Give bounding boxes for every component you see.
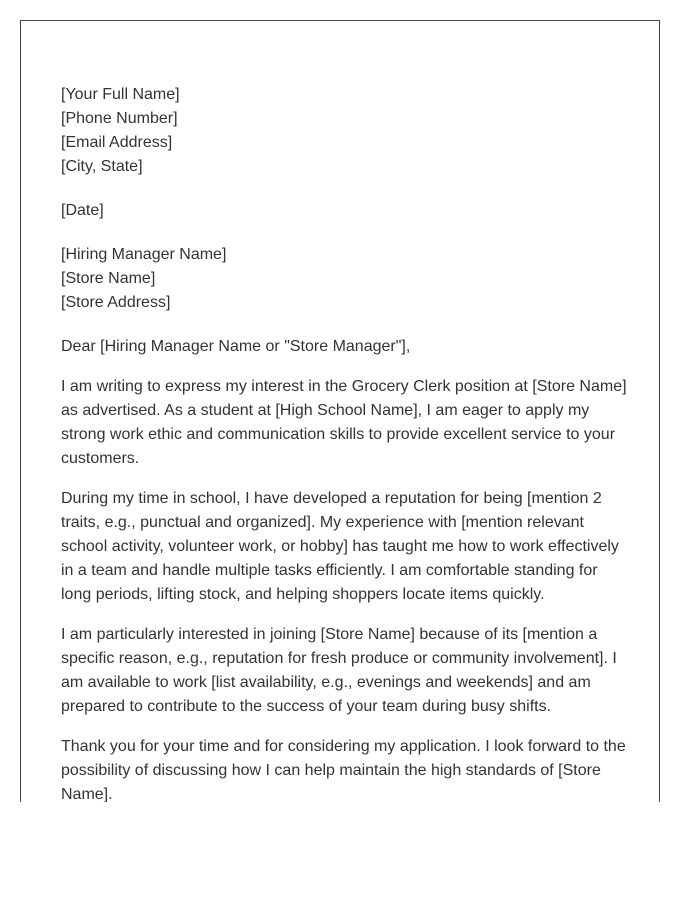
body-paragraph-1: I am writing to express my interest in the Grocery Clerk position at [Store Name] as advertised. As a student at [High School Name], I am eager to apply my strong work ethic and communication skills to provide excellent service to your customers. (61, 378, 627, 467)
sender-phone: [Phone Number] (61, 110, 178, 127)
recipient-block (61, 243, 627, 315)
body-paragraph-3: I am particularly interested in joining [Store Name] because of its [mention a specific reason, e.g., reputation for fresh produce or community involvement]. I am available to work [list availability, e.g., evenings and weekends] and am prepared to contribute to the success of your team during busy shifts. (61, 626, 617, 715)
letter-content (61, 83, 627, 802)
recipient-address: [Store Address] (61, 294, 171, 311)
sender-block (61, 83, 627, 179)
salutation: Dear [Hiring Manager Name or "Store Manager"], (61, 338, 411, 355)
letter-page (20, 20, 660, 802)
body-paragraph-2: During my time in school, I have developed a reputation for being [mention 2 traits, e.g., punctual and organized]. My experience with [mention relevant school activity, volunteer work, or hobby] has taught me how to work effectively in a team and handle multiple tasks efficiently. I am comfortable standing for long periods, lifting stock, and helping shoppers locate items quickly. (61, 490, 619, 603)
letter-date: [Date] (61, 202, 104, 219)
sender-email: [Email Address] (61, 134, 173, 151)
recipient-name: [Hiring Manager Name] (61, 246, 227, 263)
recipient-store: [Store Name] (61, 270, 156, 287)
sender-location: [City, State] (61, 158, 143, 175)
date-block (61, 199, 627, 223)
body-paragraph-4: Thank you for your time and for considering my application. I look forward to the possibility of discussing how I can help maintain the high standards of [Store Name]. (61, 738, 626, 802)
sender-name: [Your Full Name] (61, 86, 180, 103)
